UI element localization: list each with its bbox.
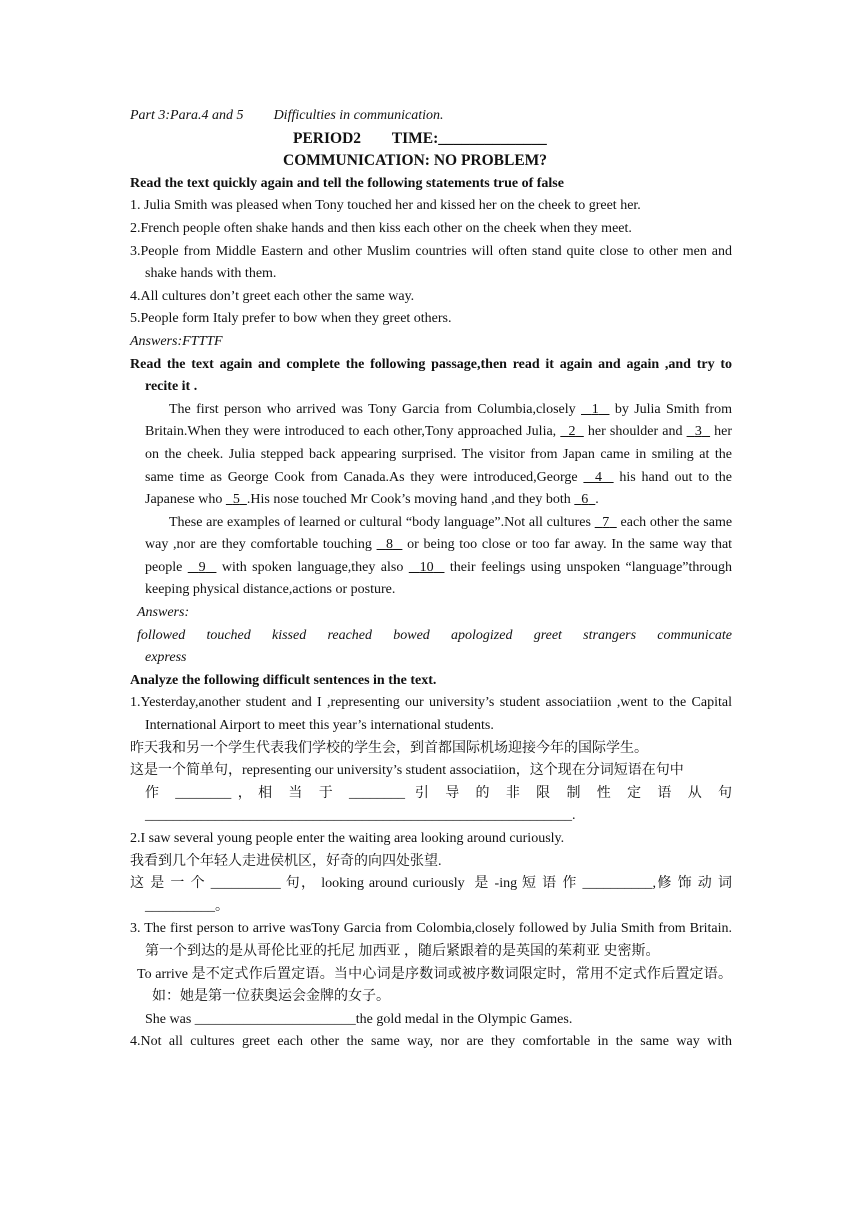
statement-3: 3.People from Middle Eastern and other Muslim countries will often stand quite close to other men and shake hands with them.	[130, 243, 732, 282]
answer-word: communicate	[657, 627, 732, 643]
statement-5: 5.People form Italy prefer to bow when they greet others.	[130, 311, 452, 327]
answers-label: Answers:	[137, 605, 190, 621]
sentence-2: 2.I saw several young people enter the waiting area looking around curiously.	[130, 831, 565, 846]
sentence-1: 1.Yesterday,another student and I ,representing our university’s student associatiion ,went to the Capital International Airport to meet this year’s international students.	[130, 695, 732, 734]
statement-1: 1. Julia Smith was pleased when Tony touched her and kissed her on the cheek to greet her.	[130, 198, 641, 214]
blank-4: 4	[595, 469, 603, 485]
passage-paragraph-2: These are examples of learned or cultural “body language”.Not all cultures 7 each other the same way ,nor are they comfortable touching 8 or being too close or too far away. In the same way that people 9 with spoken language,they also 10 their feelings using unspoken “language”through keeping physical distance,actions or posture.	[145, 514, 733, 598]
communication-title: COMMUNICATION: NO PROBLEM?	[283, 152, 548, 170]
sentence-2-note-a: 这 是 一 个 __________ 句， looking around curiously 是 -ing 短 语 作 __________,修 饰 动 词	[130, 876, 732, 892]
blank-1: 1	[591, 401, 599, 417]
passage-paragraph-1: The first person who arrived was Tony Garcia from Columbia,closely 1 by Julia Smith from Britain.When they were introduced to each other,Tony approached Julia, 2 her shoulder and 3 her on the cheek. Julia stepped back appearing surprised. The visitor from Japan came in smiling at the same time as George Cook from Canada.As they were introduced,George 4 his hand out to the Japanese who 5 .His nose touched Mr Cook’s moving hand ,and they both 6 .	[145, 401, 733, 508]
document-page	[130, 105, 732, 1054]
statement-2: 2.French people often shake hands and then kiss each other on the cheek when they meet.	[130, 220, 632, 236]
answer-word: reached	[327, 627, 373, 643]
part-header-right: Difficulties in communication.	[273, 108, 444, 123]
sentence-3-note: To arrive 是不定式作后置定语。当中心词是序数词或被序数词限定时，常用不定式作后置定语。如：她是第一位获奥运会金牌的女子。	[137, 966, 732, 1005]
blank-5: 5	[232, 492, 240, 508]
answer-word: apologized	[451, 627, 513, 643]
period-time-title: PERIOD2 TIME:______________	[293, 129, 547, 147]
part-header-left: Part 3:Para.4 and 5	[130, 108, 244, 123]
sentence-1-note-b: 作 ________，相 当 于 ________ 引 导 的 非 限 制 性 定 语 从 句	[145, 785, 732, 801]
blank-8: 8	[385, 537, 393, 553]
answers-tf: Answers:FTTTF	[130, 333, 223, 349]
part-header	[130, 105, 732, 128]
blank-7: 7	[602, 514, 610, 530]
answer-word: bowed	[393, 627, 430, 643]
answer-words	[130, 625, 732, 648]
sentence-4: 4.Not all cultures greet each other the same way, nor are they comfortable in the same way with	[130, 1034, 732, 1050]
statement-4: 4.All cultures don’t greet each other the same way.	[130, 288, 415, 304]
sentence-3-example: She was _______________________the gold medal in the Olympic Games.	[145, 1011, 573, 1027]
answer-word-last: express	[145, 650, 187, 666]
answer-word: touched	[206, 627, 251, 643]
sentence-3: 3. The first person to arrive wasTony Garcia from Colombia,closely followed by Julia Smith from Britain.第一个到达的是从哥伦比亚的托尼 加西亚 ，随后紧跟着的是英国的茱莉亚 史密斯。	[130, 921, 732, 959]
answer-word: kissed	[272, 627, 307, 643]
blank-3: 3	[694, 424, 702, 440]
blank-2: 2	[568, 424, 576, 440]
answer-word: strangers	[583, 627, 637, 643]
sentence-1-note-c: _____________________________________________________________.	[145, 808, 576, 824]
blank-9: 9	[198, 559, 206, 575]
sentence-1-note-a: 这是一个简单句，representing our university’s student associatiion，这个现在分词短语在句中	[130, 763, 684, 779]
sentence-2-translation: 我看到几个年轻人走进侯机区，好奇的向四处张望.	[130, 853, 442, 869]
answer-word: followed	[137, 627, 186, 643]
sentence-2-note-b: __________。	[145, 898, 229, 914]
section2-heading: Read the text again and complete the following passage,then read it again and again ,and try to recite it .	[130, 356, 732, 395]
sentence-1-translation: 昨天我和另一个学生代表我们学校的学生会，到首都国际机场迎接今年的国际学生。	[130, 740, 648, 756]
answer-word: greet	[533, 627, 562, 643]
blank-6: 6	[581, 492, 589, 508]
section1-heading: Read the text quickly again and tell the following statements true of false	[130, 175, 564, 191]
blank-10: 10	[419, 559, 434, 575]
section3-heading: Analyze the following difficult sentences in the text.	[130, 672, 437, 688]
